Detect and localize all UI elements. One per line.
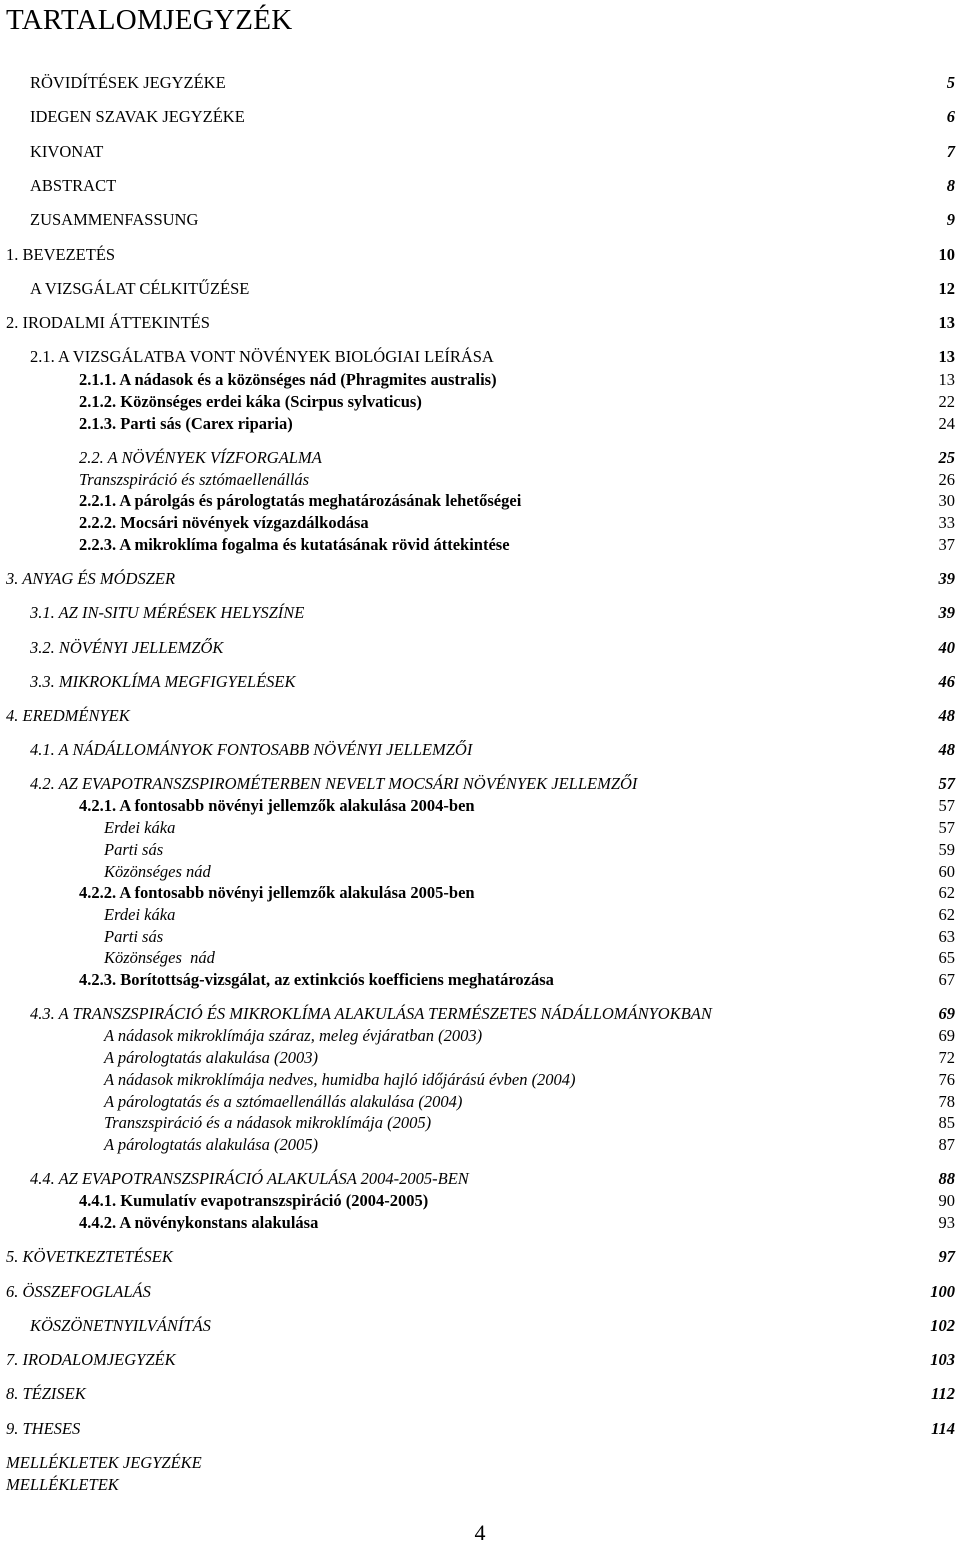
toc-entry-label: 2.2.1. A párolgás és párologtatás meghatározásának lehetőségei xyxy=(79,491,522,510)
toc-entry[interactable] xyxy=(0,739,960,761)
toc-entry-label: Transzspiráció és a nádasok mikroklímája (2005) xyxy=(104,1113,432,1132)
toc-entry-label: IDEGEN SZAVAK JEGYZÉKE xyxy=(30,107,245,126)
toc-entry-page: 78 xyxy=(938,1092,955,1111)
toc-entry-page: 103 xyxy=(930,1350,955,1369)
toc-entry-page: 24 xyxy=(938,414,955,433)
toc-entry[interactable] xyxy=(0,602,960,624)
toc-entry[interactable] xyxy=(0,1315,960,1337)
toc-entry-page: 30 xyxy=(938,491,955,510)
toc-entry-label: 8. TÉZISEK xyxy=(6,1384,86,1403)
toc-entry[interactable] xyxy=(0,413,960,435)
toc-entry-page: 48 xyxy=(938,740,955,759)
toc-entry-page: 12 xyxy=(938,279,955,298)
toc-entry[interactable] xyxy=(0,904,960,926)
toc-entry-page: 57 xyxy=(938,774,955,793)
toc-entry-page: 57 xyxy=(938,818,955,837)
toc-entry-label: 9. THESES xyxy=(6,1419,81,1438)
toc-entry-page: 88 xyxy=(938,1169,955,1188)
toc-entry-label: 5. KÖVETKEZTETÉSEK xyxy=(6,1247,173,1266)
toc-entry-label: 3. ANYAG ÉS MÓDSZER xyxy=(6,569,176,588)
toc-entry[interactable] xyxy=(0,861,960,883)
toc-entry[interactable] xyxy=(0,1418,960,1440)
toc-entry-page: 7 xyxy=(946,142,955,161)
toc-entry-label: Közönséges nád xyxy=(104,948,215,967)
toc-entry[interactable] xyxy=(0,1112,960,1134)
toc-entry-label: A párologtatás és a sztómaellenállás alakulása (2004) xyxy=(104,1092,463,1111)
toc-entry-label: ZUSAMMENFASSUNG xyxy=(30,210,199,229)
toc-entry[interactable] xyxy=(0,512,960,534)
toc-entry-page: 57 xyxy=(938,796,955,815)
toc-entry[interactable] xyxy=(0,1003,960,1025)
toc-entry-label: 4. EREDMÉNYEK xyxy=(6,706,130,725)
toc-entry-page: 8 xyxy=(946,176,955,195)
toc-entry[interactable] xyxy=(0,175,960,197)
toc-entry[interactable] xyxy=(0,1212,960,1234)
page-number: 4 xyxy=(474,1520,486,1545)
toc-entry-label: KIVONAT xyxy=(30,142,104,161)
toc-entry-page: 13 xyxy=(938,313,955,332)
toc-entry-page: 60 xyxy=(938,862,955,881)
toc-entry[interactable] xyxy=(0,817,960,839)
toc-entry[interactable] xyxy=(0,1452,960,1474)
toc-entry[interactable] xyxy=(0,1069,960,1091)
toc-entry-label: MELLÉKLETEK xyxy=(6,1475,119,1494)
toc-entry-page: 13 xyxy=(938,347,955,366)
toc-entry-page: 112 xyxy=(931,1384,955,1403)
toc-entry-page: 102 xyxy=(930,1316,955,1335)
toc-entry[interactable] xyxy=(0,346,960,368)
toc-entry-page: 37 xyxy=(938,535,955,554)
toc-entry[interactable] xyxy=(0,141,960,163)
toc-entry-page: 26 xyxy=(938,470,955,489)
toc-entry-label: MELLÉKLETEK JEGYZÉKE xyxy=(6,1453,202,1472)
toc-entry-label: 4.4.2. A növénykonstans alakulása xyxy=(79,1213,319,1232)
toc-entry-label: 4.2.2. A fontosabb növényi jellemzők alakulása 2005-ben xyxy=(79,883,475,902)
toc-entry[interactable] xyxy=(0,637,960,659)
toc-entry[interactable] xyxy=(0,244,960,266)
toc-entry-label: Parti sás xyxy=(104,927,164,946)
toc-entry-page: 76 xyxy=(938,1070,955,1089)
toc-entry-page: 9 xyxy=(946,210,955,229)
toc-entry[interactable] xyxy=(0,671,960,693)
toc-entry-page: 85 xyxy=(938,1113,955,1132)
toc-entry-page: 46 xyxy=(938,672,955,691)
toc-entry-page: 97 xyxy=(938,1247,955,1266)
toc-entry-page: 93 xyxy=(938,1213,955,1232)
toc-entry-label: 2.1.1. A nádasok és a közönséges nád (Phragmites australis) xyxy=(79,370,497,389)
toc-entry[interactable] xyxy=(0,1134,960,1156)
toc-entry[interactable] xyxy=(0,773,960,795)
toc-entry-page: 22 xyxy=(938,392,955,411)
toc-entry-page: 39 xyxy=(938,603,955,622)
toc-entry[interactable] xyxy=(0,469,960,491)
toc-entry-page: 65 xyxy=(938,948,955,967)
toc-entry-label: Erdei káka xyxy=(104,818,176,837)
toc-entry[interactable] xyxy=(0,1281,960,1303)
toc-entry-page: 59 xyxy=(938,840,955,859)
toc-entry-label: 3.2. NÖVÉNYI JELLEMZŐK xyxy=(30,638,224,657)
toc-entry-label: 1. BEVEZETÉS xyxy=(6,245,116,264)
toc-entry-page: 100 xyxy=(930,1282,955,1301)
toc-entry-label: 6. ÖSSZEFOGLALÁS xyxy=(6,1282,151,1301)
toc-entry[interactable] xyxy=(0,568,960,590)
toc-entry-label: 3.1. AZ IN-SITU MÉRÉSEK HELYSZÍNE xyxy=(30,603,305,622)
toc-entry-page: 62 xyxy=(938,905,955,924)
toc-entry-label: 2.2. A NÖVÉNYEK VÍZFORGALMA xyxy=(79,448,322,467)
toc-entry-page: 62 xyxy=(938,883,955,902)
toc-entry-label: A párologtatás alakulása (2003) xyxy=(104,1048,319,1067)
toc-entry[interactable] xyxy=(0,969,960,991)
toc-entry-label: ABSTRACT xyxy=(30,176,117,195)
toc-entry[interactable] xyxy=(0,705,960,727)
toc-entry-label: Parti sás xyxy=(104,840,164,859)
toc-entry[interactable] xyxy=(0,926,960,948)
toc-entry-label: 4.2.1. A fontosabb növényi jellemzők alakulása 2004-ben xyxy=(79,796,475,815)
toc-entry-label: 2.1.2. Közönséges erdei káka (Scirpus sylvaticus) xyxy=(79,392,422,411)
toc-entry-label: 2.1. A VIZSGÁLATBA VONT NÖVÉNYEK BIOLÓGIAI LEÍRÁSA xyxy=(30,347,494,366)
toc-entry[interactable] xyxy=(0,72,960,94)
toc-entry-page: 39 xyxy=(938,569,955,588)
toc-entry-page: 69 xyxy=(938,1026,955,1045)
toc-entry[interactable] xyxy=(0,1025,960,1047)
toc-entry-label: 4.1. A NÁDÁLLOMÁNYOK FONTOSABB NÖVÉNYI JELLEMZŐI xyxy=(30,740,473,759)
toc-entry-label: 2.1.3. Parti sás (Carex riparia) xyxy=(79,414,293,433)
toc-entry-label: A VIZSGÁLAT CÉLKITŰZÉSE xyxy=(30,279,250,298)
toc-entry[interactable] xyxy=(0,882,960,904)
toc-entry[interactable] xyxy=(0,209,960,231)
toc-entry-label: 2.2.2. Mocsári növények vízgazdálkodása xyxy=(79,513,369,532)
toc-entry-page: 25 xyxy=(938,448,955,467)
toc-entry[interactable] xyxy=(0,1474,960,1496)
toc-entry-label: 4.4. AZ EVAPOTRANSZSPIRÁCIÓ ALAKULÁSA 2004-2005-BEN xyxy=(30,1169,469,1188)
toc-entry-page: 40 xyxy=(938,638,955,657)
toc-entry[interactable] xyxy=(0,106,960,128)
toc-entry-label: Közönséges nád xyxy=(104,862,211,881)
toc-entry[interactable] xyxy=(0,1383,960,1405)
toc-entry-label: 4.2. AZ EVAPOTRANSZSPIROMÉTERBEN NEVELT MOCSÁRI NÖVÉNYEK JELLEMZŐI xyxy=(30,774,638,793)
toc-entry-label: 4.4.1. Kumulatív evapotranszspiráció (2004-2005) xyxy=(79,1191,429,1210)
toc-entry[interactable] xyxy=(0,1246,960,1268)
toc-entry-page: 69 xyxy=(938,1004,955,1023)
toc-entry-label: 7. IRODALOMJEGYZÉK xyxy=(6,1350,176,1369)
toc-entry[interactable] xyxy=(0,278,960,300)
toc-entry-label: 2. IRODALMI ÁTTEKINTÉS xyxy=(6,313,210,332)
toc-entry[interactable] xyxy=(0,795,960,817)
toc-entry-label: 2.2.3. A mikroklíma fogalma és kutatásának rövid áttekintése xyxy=(79,535,510,554)
toc-entry-page: 90 xyxy=(938,1191,955,1210)
toc-entry-page: 63 xyxy=(938,927,955,946)
toc-entry[interactable] xyxy=(0,312,960,334)
toc-entry-page: 10 xyxy=(938,245,955,264)
toc-entry[interactable] xyxy=(0,447,960,469)
toc-entry[interactable] xyxy=(0,839,960,861)
toc-entry[interactable] xyxy=(0,1190,960,1212)
toc-entry-label: RÖVIDÍTÉSEK JEGYZÉKE xyxy=(30,73,226,92)
toc-entry-label: A nádasok mikroklímája száraz, meleg évjáratban (2003) xyxy=(104,1026,483,1045)
toc-entry[interactable] xyxy=(0,947,960,969)
toc-entry-page: 33 xyxy=(938,513,955,532)
toc-entry-page: 48 xyxy=(938,706,955,725)
toc-entry[interactable] xyxy=(0,1349,960,1371)
toc-entry-label: A nádasok mikroklímája nedves, humidba hajló időjárású évben (2004) xyxy=(104,1070,576,1089)
toc-entry[interactable] xyxy=(0,534,960,556)
toc-entry-page: 5 xyxy=(946,73,955,92)
toc-entry-label: A párologtatás alakulása (2005) xyxy=(104,1135,319,1154)
toc-entry-page: 87 xyxy=(938,1135,955,1154)
toc-entry-label: 4.3. A TRANSZSPIRÁCIÓ ÉS MIKROKLÍMA ALAKULÁSA TERMÉSZETES NÁDÁLLOMÁNYOKBAN xyxy=(30,1004,712,1023)
toc-entry-page: 13 xyxy=(938,370,955,389)
toc-entry-page: 6 xyxy=(946,107,955,126)
toc-entry[interactable] xyxy=(0,1168,960,1190)
toc-entry-page: 72 xyxy=(938,1048,955,1067)
toc-entry-label: 3.3. MIKROKLÍMA MEGFIGYELÉSEK xyxy=(30,672,296,691)
toc-entry[interactable] xyxy=(0,369,960,391)
toc-entry-label: Transzspiráció és sztómaellenállás xyxy=(79,470,310,489)
toc-entry-label: KÖSZÖNETNYILVÁNÍTÁS xyxy=(30,1316,211,1335)
toc-entry-page: 67 xyxy=(938,970,955,989)
toc-entry-page: 114 xyxy=(931,1419,955,1438)
page-title: TARTALOMJEGYZÉK xyxy=(6,4,293,36)
toc-entry[interactable] xyxy=(0,391,960,413)
toc-entry-label: 4.2.3. Borítottság-vizsgálat, az extinkciós koefficiens meghatározása xyxy=(79,970,554,989)
toc-entry-label: Erdei káka xyxy=(104,905,176,924)
toc-entry[interactable] xyxy=(0,1091,960,1113)
toc-entry[interactable] xyxy=(0,1047,960,1069)
toc-entry[interactable] xyxy=(0,490,960,512)
